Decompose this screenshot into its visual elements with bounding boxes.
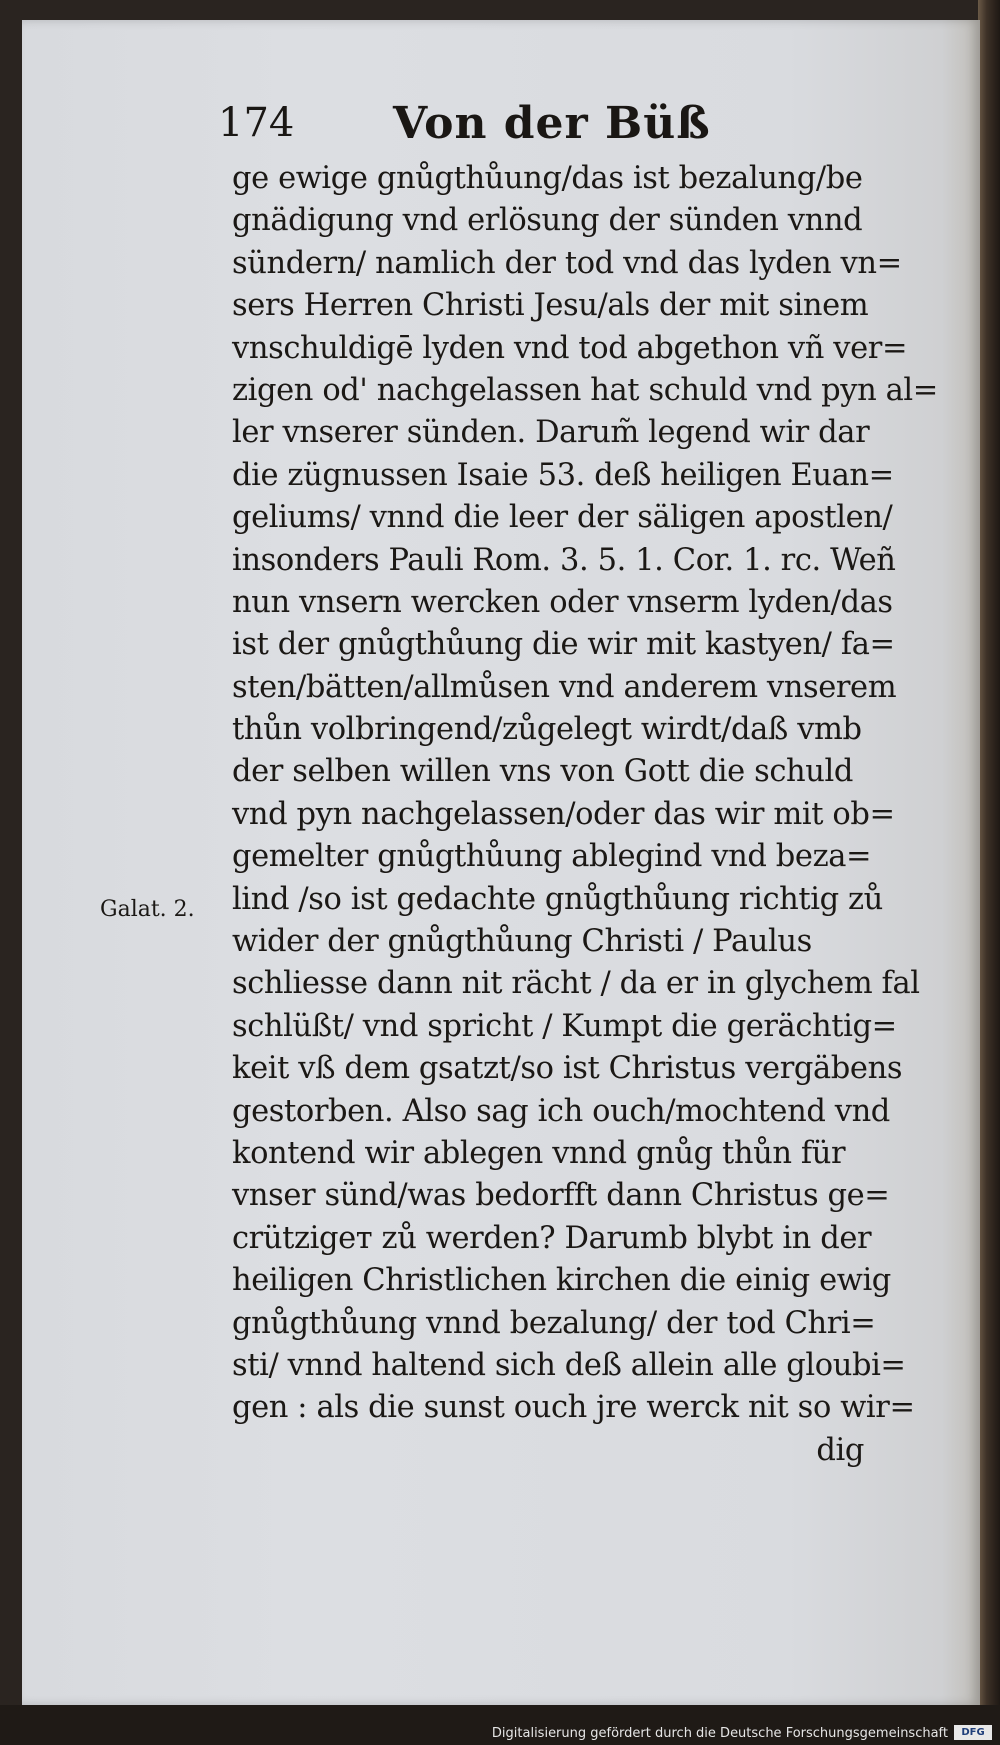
text-line: zigen od' nachgelassen hat schuld vnd pyn al= [232,372,938,408]
book-binding-edge [978,0,1000,1745]
text-line: gen : als die sunst ouch jre werck nit so wir= [232,1390,915,1426]
text-line: ler vnserer sünden. Darum̃ legend wir dar [232,415,870,451]
text-line: gnädigung vnd erlösung der sünden vnnd [232,203,863,239]
text-line: wider der gnůgthůung Christi / Paulus [232,924,812,960]
text-line: sten/bätten/allmůsen vnd anderem vnserem [232,669,897,705]
text-line: heiligen Christlichen kirchen die einig ewig [232,1263,891,1299]
text-line: gestorben. Also sag ich ouch/mochtend vnd [232,1093,890,1129]
footer-bar [0,1705,1000,1745]
text-line: ge ewige gnůgthůung/das ist bezalung/be [232,161,863,196]
text-line: sti/ vnnd haltend sich deß allein alle gloubi= [232,1347,906,1383]
text-line: ist der gnůgthůung die wir mit kastyen/ fa= [232,627,895,663]
digitization-credit: Digitalisierung gefördert durch die Deutsche Forschungsgemeinschaft [491,1726,948,1741]
text-line: crützigет zů werden? Darumb blybt in der [232,1220,872,1256]
margin-note: Galat. 2. [100,897,195,922]
text-line: sers Herren Christi Jesu/als der mit sinem [232,288,869,324]
text-line: nun vnsern wercken oder vnserm lyden/das [232,584,893,620]
running-title: Von der Büß [393,98,711,149]
text-line: sündern/ namlich der tod vnd das lyden vn= [232,245,902,281]
page-header [218,92,898,154]
text-line: gemelter gnůgthůung ablegind vnd beza= [232,839,872,875]
catchword: dig [816,1432,864,1468]
text-line: lind /so ist gedachte gnůgthůung richtig zů [232,881,883,917]
text-line: der selben willen vns von Gott die schuld [232,754,853,790]
text-line: keit vß dem gsatzt/so ist Christus vergäbens [232,1051,903,1087]
text-line: insonders Pauli Rom. 3. 5. 1. Cor. 1. rc. Weñ [232,542,896,578]
dfg-logo-icon: DFG [954,1725,992,1740]
text-line: geliums/ vnnd die leer der säligen apostlen/ [232,500,893,536]
page-number: 174 [218,100,295,146]
text-line: thůn volbringend/zůgelegt wirdt/daß vmb [232,712,862,748]
body-text [232,158,938,1472]
text-line: vnschuldigē lyden vnd tod abgethon vñ ver= [232,330,908,366]
text-line: gnůgthůung vnnd bezalung/ der tod Chri= [232,1305,876,1341]
text-line: schliesse dann nit rächt / da er in glychem fal [232,966,920,1002]
text-line: vnser sünd/was bedorfft dann Christus ge= [232,1178,890,1214]
text-line: kontend wir ablegen vnnd gnůg thůn für [232,1135,846,1171]
text-line: die zügnussen Isaie 53. deß heiligen Euan= [232,457,894,493]
text-line: vnd pyn nachgelassen/oder das wir mit ob= [232,796,895,832]
text-line: schlüßt/ vnd spricht / Kumpt die gerächtig= [232,1008,897,1044]
